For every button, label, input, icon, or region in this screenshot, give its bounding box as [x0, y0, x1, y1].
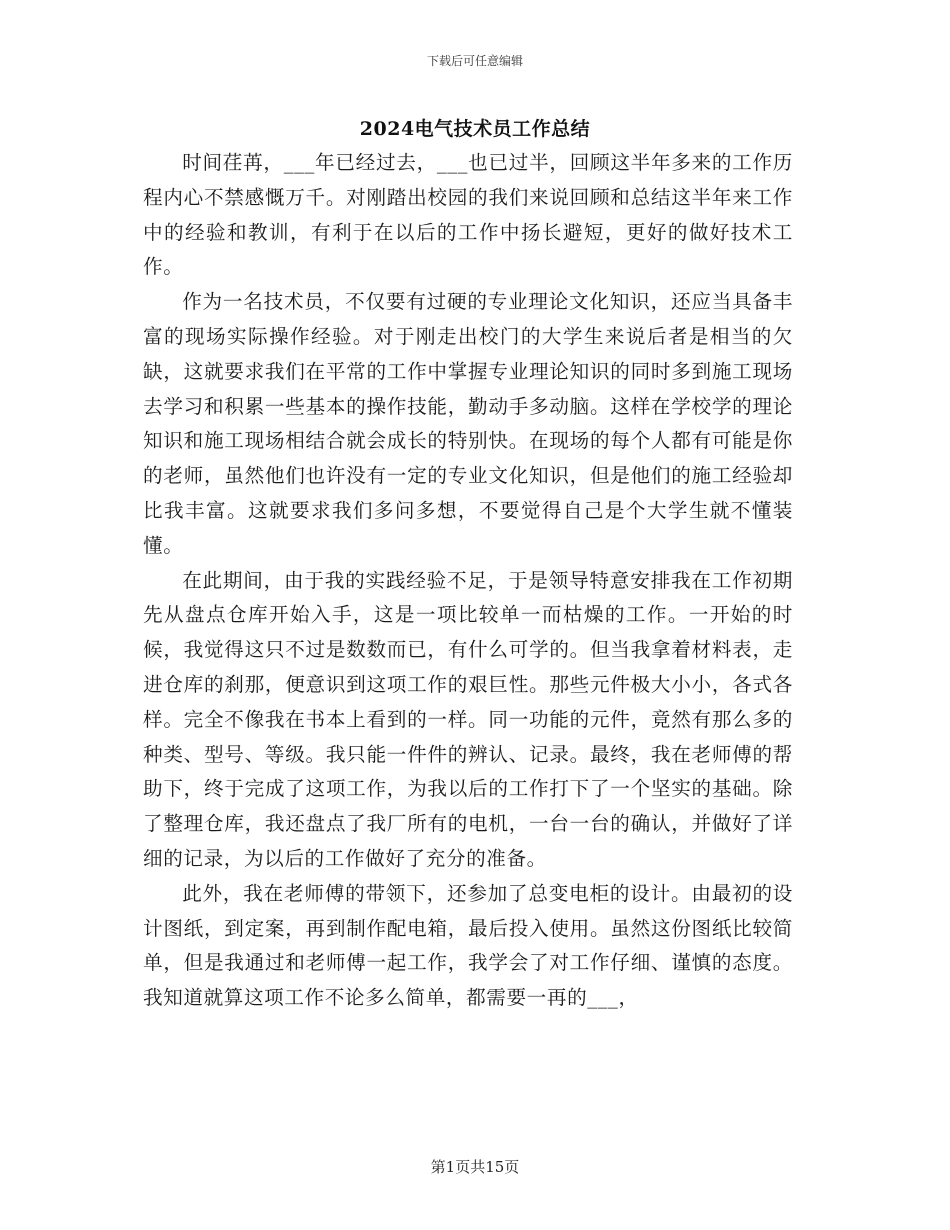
paragraph-1: 时间荏苒，___年已经过去，___也已过半，回顾这半年多来的工作历程内心不禁感慨万千。对刚踏出校园的我们来说回顾和总结这半年来工作中的经验和教训，有利于在以后的工作中扬长避短，更好的做好技术工作。: [143, 151, 793, 279]
document-body: [143, 146, 793, 1016]
paragraph-3: 在此期间，由于我的实践经验不足，于是领导特意安排我在工作初期先从盘点仓库开始入手，这是一项比较单一而枯燥的工作。一开始的时候，我觉得这只不过是数数而已，有什么可学的。但当我拿着材料表，走进仓库的刹那，便意识到这项工作的艰巨性。那些元件极大小小，各式各样。完全不像我在书本上看到的一样。同一功能的元件，竟然有那么多的种类、型号、等级。我只能一件件的辨认、记录。最终，我在老师傅的帮助下，终于完成了这项工作，为我以后的工作打下了一个坚实的基础。除了整理仓库，我还盘点了我厂所有的电机，一台一台的确认，并做好了详细的记录，为以后的工作做好了充分的准备。: [143, 568, 793, 870]
header-note: 下载后可任意编辑: [426, 54, 523, 68]
page-indicator: 第1页共15页: [430, 1158, 520, 1176]
paragraph-2: 作为一名技术员，不仅要有过硬的专业理论文化知识，还应当具备丰富的现场实际操作经验。对于刚走出校门的大学生来说后者是相当的欠缺，这就要求我们在平常的工作中掌握专业理论知识的同时多到施工现场去学习和积累一些基本的操作技能，勤动手多动脑。这样在学校学的理论知识和施工现场相结合就会成长的特别快。在现场的每个人都有可能是你的老师，虽然他们也许没有一定的专业文化知识，但是他们的施工经验却比我丰富。这就要求我们多问多想，不要觉得自己是个大学生就不懂装懂。: [143, 290, 793, 557]
paragraph-4: 此外，我在老师傅的带领下，还参加了总变电柜的设计。由最初的设计图纸，到定案，再到制作配电箱，最后投入使用。虽然这份图纸比较简单，但是我通过和老师傅一起工作，我学会了对工作仔细、谨慎的态度。我知道就算这项工作不论多么简单，都需要一再的___，: [143, 881, 793, 1010]
document-title: 2024电气技术员工作总结: [359, 118, 591, 140]
